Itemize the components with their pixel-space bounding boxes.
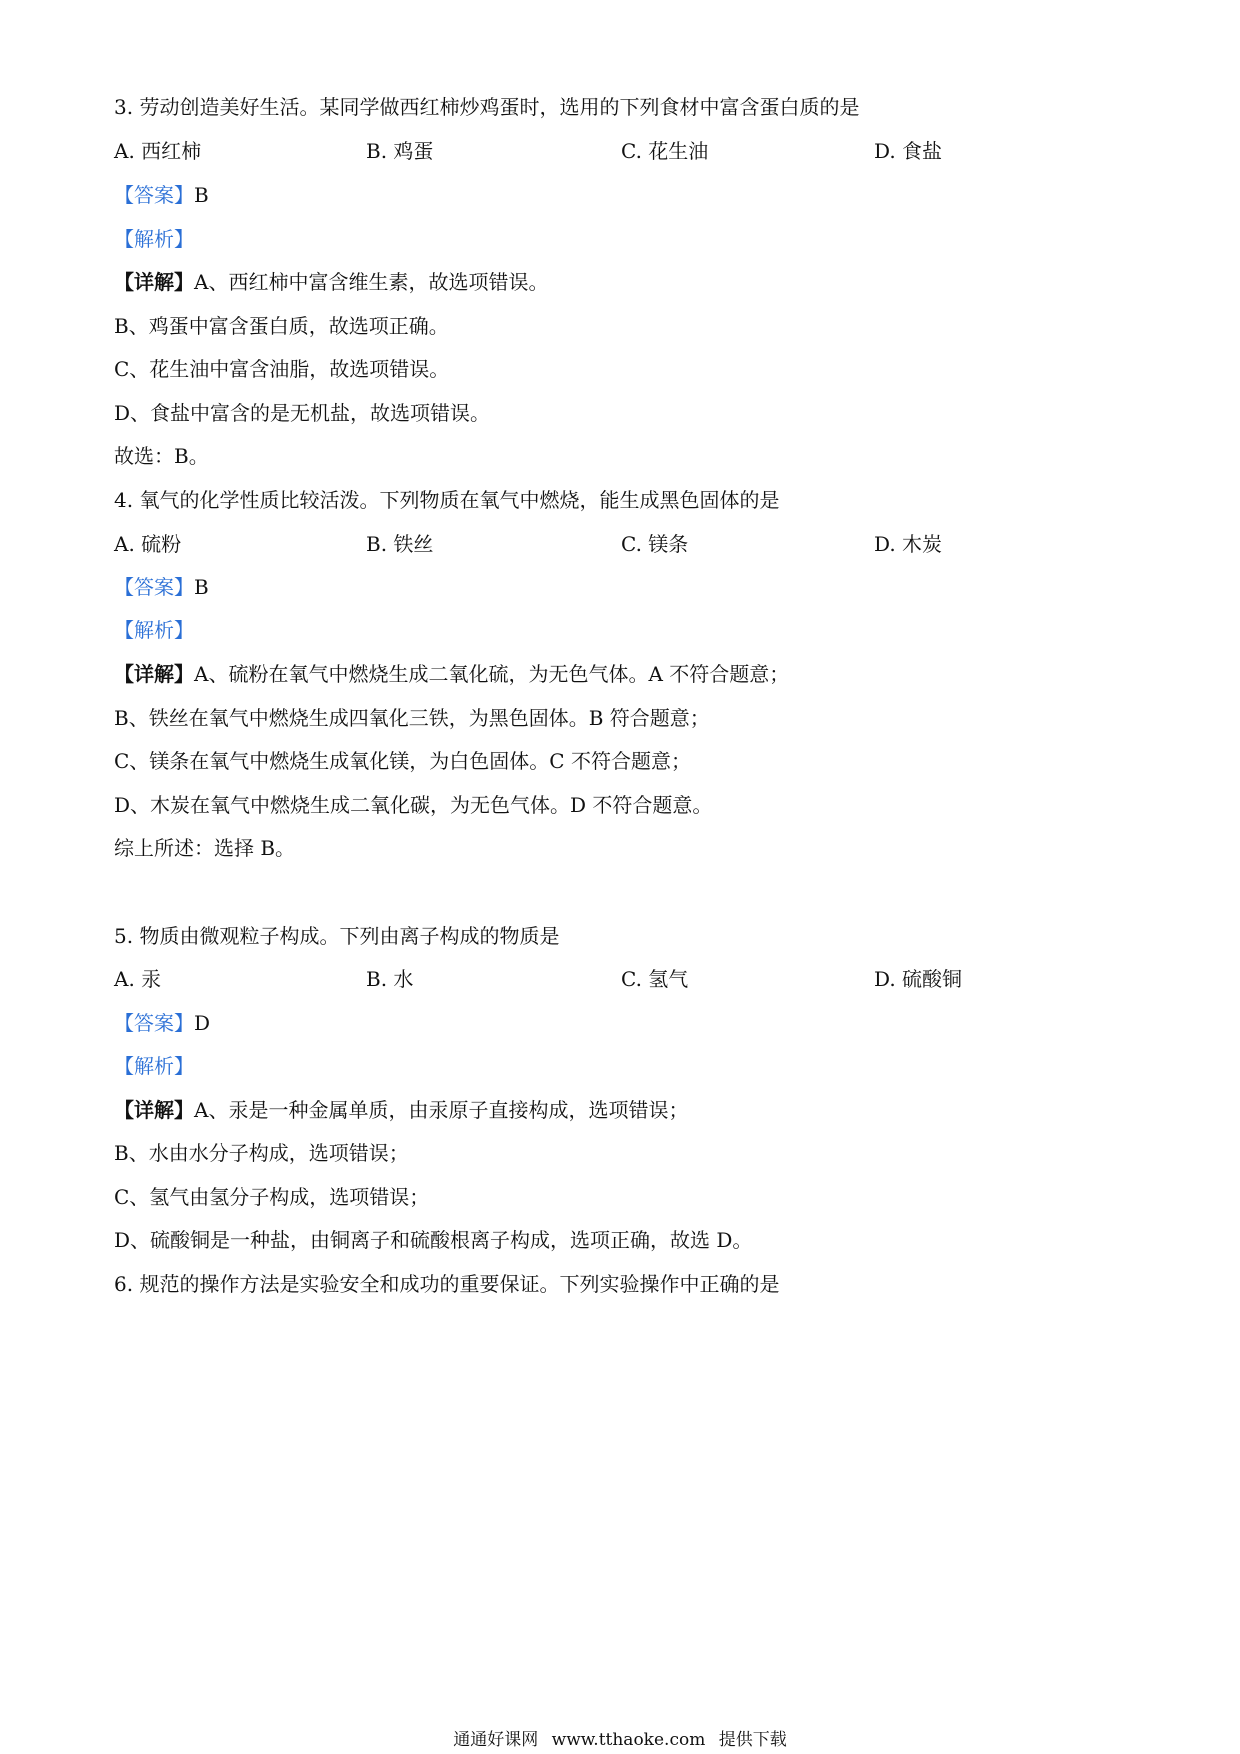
q4-conclusion: 综上所述：选择 B。 — [114, 836, 296, 860]
q4-detail-line-3: C、镁条在氧气中燃烧生成氧化镁，为白色固体。C 不符合题意； — [114, 749, 691, 773]
q3-detail-line-2: B、鸡蛋中富含蛋白质，故选项正确。 — [114, 314, 449, 338]
q3-detail-line-3: C、花生油中富含油脂，故选项错误。 — [114, 357, 450, 381]
q5-detail-line-3: C、氢气由氢分子构成，选项错误； — [114, 1185, 430, 1209]
q3-options — [114, 136, 1114, 166]
q5-option-b: B. 水 — [366, 967, 414, 991]
footer-site-name: 通通好课网 — [453, 1730, 539, 1750]
q4-options — [114, 529, 1114, 559]
q3-analysis-tag: 【解析】 — [114, 227, 194, 251]
q4-detail-line-1 — [114, 659, 789, 689]
q3-option-d: D. 食盐 — [874, 139, 943, 163]
q6-stem: 6. 规范的操作方法是实验安全和成功的重要保证。下列实验操作中正确的是 — [114, 1272, 780, 1296]
q4-detail-tag: 【详解】 — [114, 662, 194, 686]
q5-detail-line-1 — [114, 1095, 688, 1125]
q5-detail-line-4: D、硫酸铜是一种盐，由铜离子和硫酸根离子构成，选项正确，故选 D。 — [114, 1228, 753, 1252]
q5-detail-line-2: B、水由水分子构成，选项错误； — [114, 1141, 409, 1165]
q3-analysis-line — [114, 224, 194, 254]
q5-answer-tag: 【答案】 — [114, 1011, 194, 1035]
q5-detail-text-1: A、汞是一种金属单质，由汞原子直接构成，选项错误； — [194, 1098, 689, 1122]
q3-stem: 3. 劳动创造美好生活。某同学做西红柿炒鸡蛋时，选用的下列食材中富含蛋白质的是 — [114, 95, 860, 119]
q3-answer: B — [194, 183, 209, 207]
q3-option-c: C. 花生油 — [621, 139, 709, 163]
q4-answer-tag: 【答案】 — [114, 575, 194, 599]
q5-option-d: D. 硫酸铜 — [874, 967, 963, 991]
q3-detail-tag: 【详解】 — [114, 270, 194, 294]
q3-detail-line-1 — [114, 267, 548, 297]
q3-answer-line — [114, 180, 209, 210]
q5-answer-line — [114, 1008, 210, 1038]
q4-detail-text-1: A、硫粉在氧气中燃烧生成二氧化硫，为无色气体。A 不符合题意； — [194, 662, 790, 686]
q3-answer-tag: 【答案】 — [114, 183, 194, 207]
q5-options — [114, 964, 1114, 994]
page-footer — [0, 1728, 1240, 1752]
q4-option-c: C. 镁条 — [621, 532, 689, 556]
q5-analysis-tag: 【解析】 — [114, 1054, 194, 1078]
q5-option-c: C. 氢气 — [621, 967, 689, 991]
q4-answer: B — [194, 575, 209, 599]
q5-analysis-line — [114, 1051, 194, 1081]
q4-answer-line — [114, 572, 209, 602]
q3-option-b: B. 鸡蛋 — [366, 139, 434, 163]
q4-option-a: A. 硫粉 — [114, 532, 182, 556]
q3-option-a: A. 西红柿 — [114, 139, 202, 163]
q4-analysis-tag: 【解析】 — [114, 618, 194, 642]
q5-answer: D — [194, 1011, 211, 1035]
q4-detail-line-4: D、木炭在氧气中燃烧生成二氧化碳，为无色气体。D 不符合题意。 — [114, 793, 713, 817]
q5-option-a: A. 汞 — [114, 967, 162, 991]
q3-conclusion: 故选：B。 — [114, 444, 209, 468]
q4-option-d: D. 木炭 — [874, 532, 943, 556]
q5-detail-tag: 【详解】 — [114, 1098, 194, 1122]
q4-stem: 4. 氧气的化学性质比较活泼。下列物质在氧气中燃烧，能生成黑色固体的是 — [114, 488, 780, 512]
footer-url[interactable]: www.tthaoke.com — [551, 1730, 706, 1750]
q3-detail-line-4: D、食盐中富含的是无机盐，故选项错误。 — [114, 401, 491, 425]
q4-option-b: B. 铁丝 — [366, 532, 434, 556]
footer-suffix: 提供下载 — [718, 1730, 787, 1750]
q4-detail-line-2: B、铁丝在氧气中燃烧生成四氧化三铁，为黑色固体。B 符合题意； — [114, 706, 710, 730]
q3-detail-text-1: A、西红柿中富含维生素，故选项错误。 — [194, 270, 549, 294]
q5-stem: 5. 物质由微观粒子构成。下列由离子构成的物质是 — [114, 924, 560, 948]
q4-analysis-line — [114, 615, 194, 645]
